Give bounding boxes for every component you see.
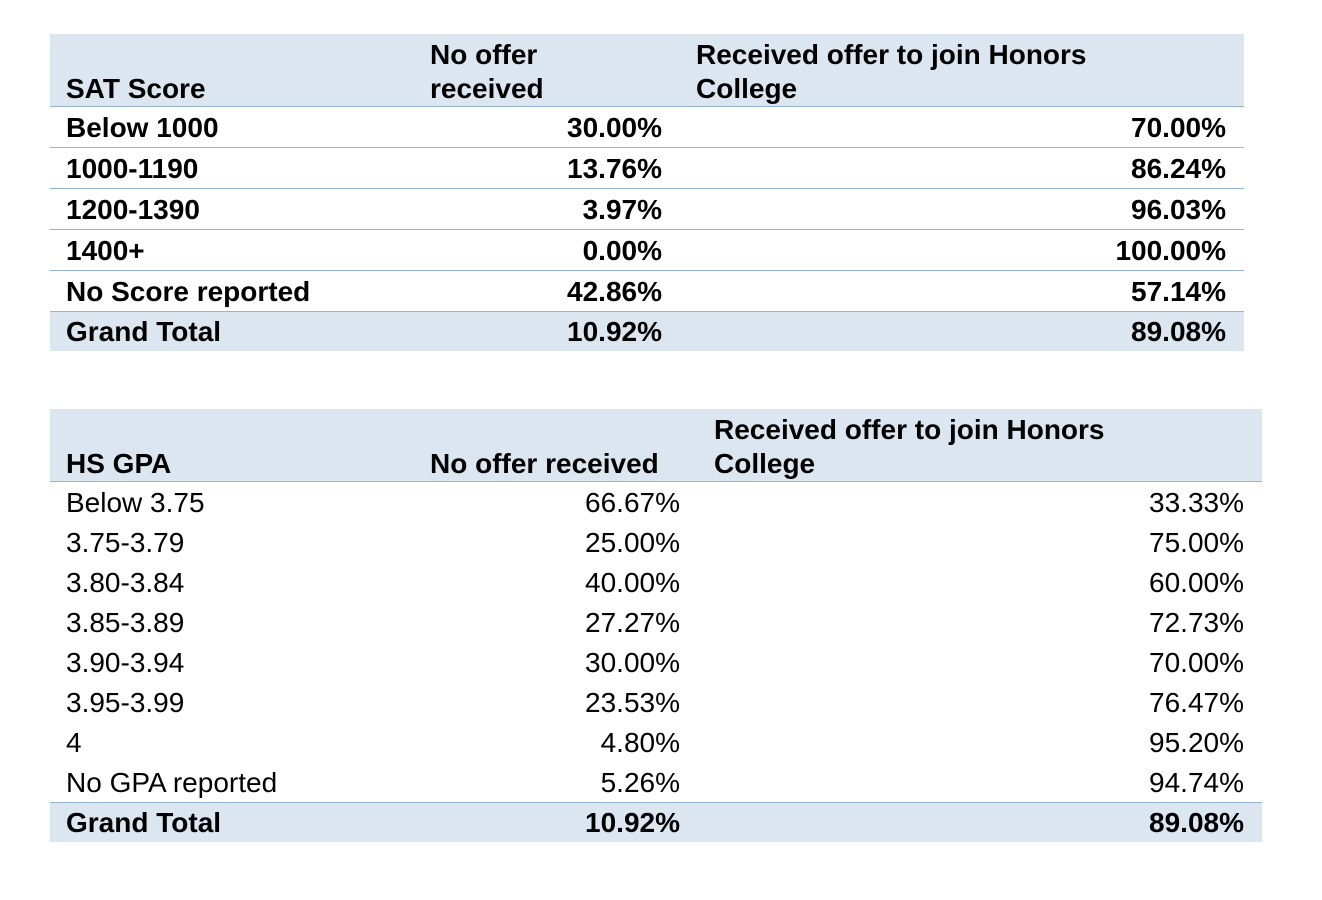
- offer-value: 75.00%: [1149, 527, 1244, 558]
- offer-value: 33.33%: [1149, 487, 1244, 518]
- table-row: [50, 189, 1244, 230]
- sat-score-table: [50, 34, 1244, 351]
- no-offer-value: 30.00%: [585, 647, 680, 678]
- table-row: [50, 482, 1262, 523]
- column-header-hs-gpa: HS GPA: [66, 448, 172, 479]
- row-label: 1400+: [50, 230, 414, 271]
- table-row: [50, 682, 1262, 722]
- offer-value: 94.74%: [1149, 767, 1244, 798]
- no-offer-value: 4.80%: [600, 727, 680, 758]
- row-label: Below 1000: [50, 107, 414, 148]
- table-row: [50, 562, 1262, 602]
- no-offer-value: 25.00%: [585, 527, 680, 558]
- row-label: 4: [66, 727, 82, 758]
- row-label: No GPA reported: [66, 767, 278, 798]
- table-row: [50, 522, 1262, 562]
- column-header-no-offer: No offer received: [430, 39, 544, 104]
- table-row: [50, 602, 1262, 642]
- table-row: [50, 642, 1262, 682]
- total-no-offer-value: 10.92%: [414, 312, 680, 352]
- table-row: [50, 762, 1262, 803]
- no-offer-value: 42.86%: [414, 271, 680, 312]
- grand-total-row: [50, 803, 1262, 843]
- offer-value: 70.00%: [680, 107, 1244, 148]
- no-offer-value: 30.00%: [414, 107, 680, 148]
- no-offer-value: 13.76%: [414, 148, 680, 189]
- offer-value: 96.03%: [680, 189, 1244, 230]
- total-label: Grand Total: [50, 312, 414, 352]
- total-offer-value: 89.08%: [680, 312, 1244, 352]
- row-label: 1000-1190: [50, 148, 414, 189]
- offer-value: 57.14%: [680, 271, 1244, 312]
- row-label: 3.85-3.89: [66, 607, 185, 638]
- table-row: [50, 722, 1262, 762]
- grand-total-row: [50, 312, 1244, 352]
- offer-value: 70.00%: [1149, 647, 1244, 678]
- row-label: 3.80-3.84: [66, 567, 185, 598]
- table-header-row: [50, 34, 1244, 107]
- no-offer-value: 40.00%: [585, 567, 680, 598]
- offer-value: 86.24%: [680, 148, 1244, 189]
- column-header-offer: Received offer to join Honors College: [714, 414, 1105, 479]
- column-header-no-offer: No offer received: [430, 448, 659, 479]
- no-offer-value: 5.26%: [600, 767, 680, 798]
- total-label: Grand Total: [50, 803, 414, 843]
- no-offer-value: 66.67%: [585, 487, 680, 518]
- row-label: 3.75-3.79: [66, 527, 185, 558]
- table-row: [50, 271, 1244, 312]
- table-row: [50, 230, 1244, 271]
- total-offer-value: 89.08%: [698, 803, 1262, 843]
- column-header-offer: Received offer to join Honors College: [696, 39, 1087, 104]
- total-no-offer-value: 10.92%: [414, 803, 698, 843]
- column-header-sat-score: SAT Score: [66, 73, 206, 104]
- row-label: Below 3.75: [66, 487, 205, 518]
- offer-value: 100.00%: [680, 230, 1244, 271]
- row-label: 3.90-3.94: [66, 647, 185, 678]
- no-offer-value: 0.00%: [414, 230, 680, 271]
- row-label: No Score reported: [50, 271, 414, 312]
- row-label: 3.95-3.99: [66, 687, 185, 718]
- no-offer-value: 23.53%: [585, 687, 680, 718]
- no-offer-value: 3.97%: [414, 189, 680, 230]
- table-row: [50, 148, 1244, 189]
- hs-gpa-table: [50, 409, 1262, 842]
- offer-value: 95.20%: [1149, 727, 1244, 758]
- table-header-row: [50, 409, 1262, 482]
- offer-value: 60.00%: [1149, 567, 1244, 598]
- offer-value: 76.47%: [1149, 687, 1244, 718]
- table-row: [50, 107, 1244, 148]
- no-offer-value: 27.27%: [585, 607, 680, 638]
- row-label: 1200-1390: [50, 189, 414, 230]
- offer-value: 72.73%: [1149, 607, 1244, 638]
